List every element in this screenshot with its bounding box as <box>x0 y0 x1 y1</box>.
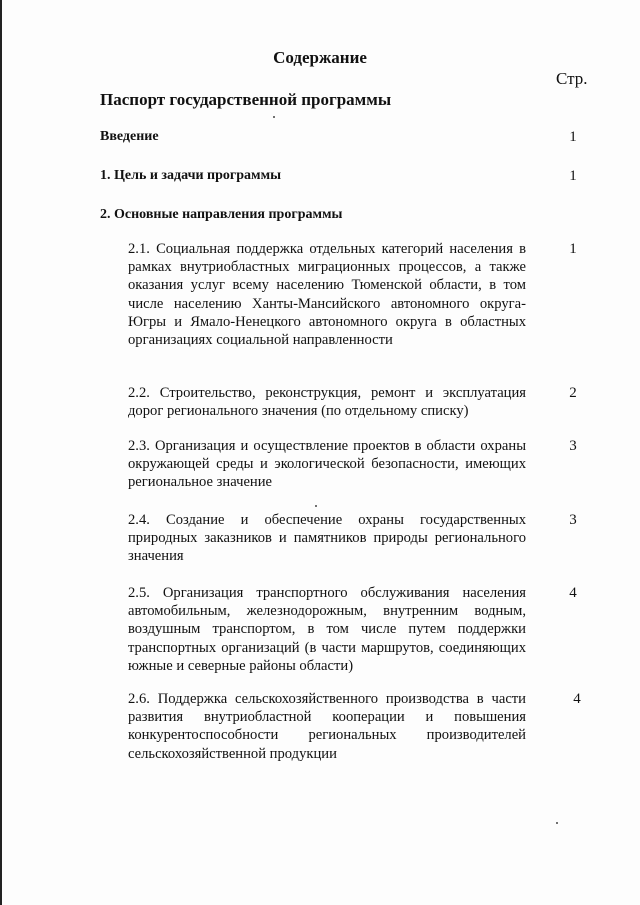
toc-subsection-page: 3 <box>569 438 577 454</box>
page-column-header: Стр. <box>556 69 588 88</box>
toc-subsection: 2.2. Строительство, реконструкция, ремонт и эксплуатация дорог регионального значения (по отдельному списку) <box>128 385 526 420</box>
toc-entry-page: 1 <box>569 129 577 145</box>
toc-subsection-page: 1 <box>569 241 577 257</box>
scan-speck <box>273 116 275 118</box>
scan-speck <box>556 822 558 824</box>
toc-subsection: 2.4. Создание и обеспечение охраны государственных природных заказников и памятников природы регионального значения <box>128 512 526 565</box>
toc-entry-introduction: Введение <box>100 129 159 144</box>
toc-entry-directions: 2. Основные направления программы <box>100 207 343 222</box>
toc-subsection-page: 4 <box>573 691 581 707</box>
toc-entry-goals: 1. Цель и задачи программы <box>100 168 282 183</box>
toc-subsection: 2.6. Поддержка сельскохозяйственного производства в части развития внутриобластной кооперации и повышения конкурентоспособности региональных производителей сельскохозяйственной продукции <box>128 691 526 762</box>
toc-subsection: 2.5. Организация транспортного обслуживания населения автомобильным, железнодорожным, внутренним водным, воздушным транспортом, в том числе путем поддержки транспортных организаций (в части маршрутов, соединяющих южные и северные районы области) <box>128 585 526 674</box>
toc-subsection: 2.1. Социальная поддержка отдельных категорий населения в рамках внутриобластных миграционных процессов, а также оказания услуг всему населению Тюменской области, в том числе населению Ханты-Мансийского автономного округа-Югры и Ямало-Ненецкого автономного округа в областных организациях социальной направленности <box>128 241 526 349</box>
toc-subsection-page: 2 <box>569 385 577 401</box>
scan-speck <box>315 505 317 507</box>
toc-title: Содержание <box>273 48 367 67</box>
toc-subsection: 2.3. Организация и осуществление проектов в области охраны окружающей среды и экологической безопасности, имеющих региональное значение <box>128 438 526 491</box>
passport-heading: Паспорт государственной программы <box>100 90 392 109</box>
toc-entry-page: 1 <box>569 168 577 184</box>
toc-subsection-page: 4 <box>569 585 577 601</box>
scan-edge <box>0 0 2 905</box>
toc-subsection-page: 3 <box>569 512 577 528</box>
